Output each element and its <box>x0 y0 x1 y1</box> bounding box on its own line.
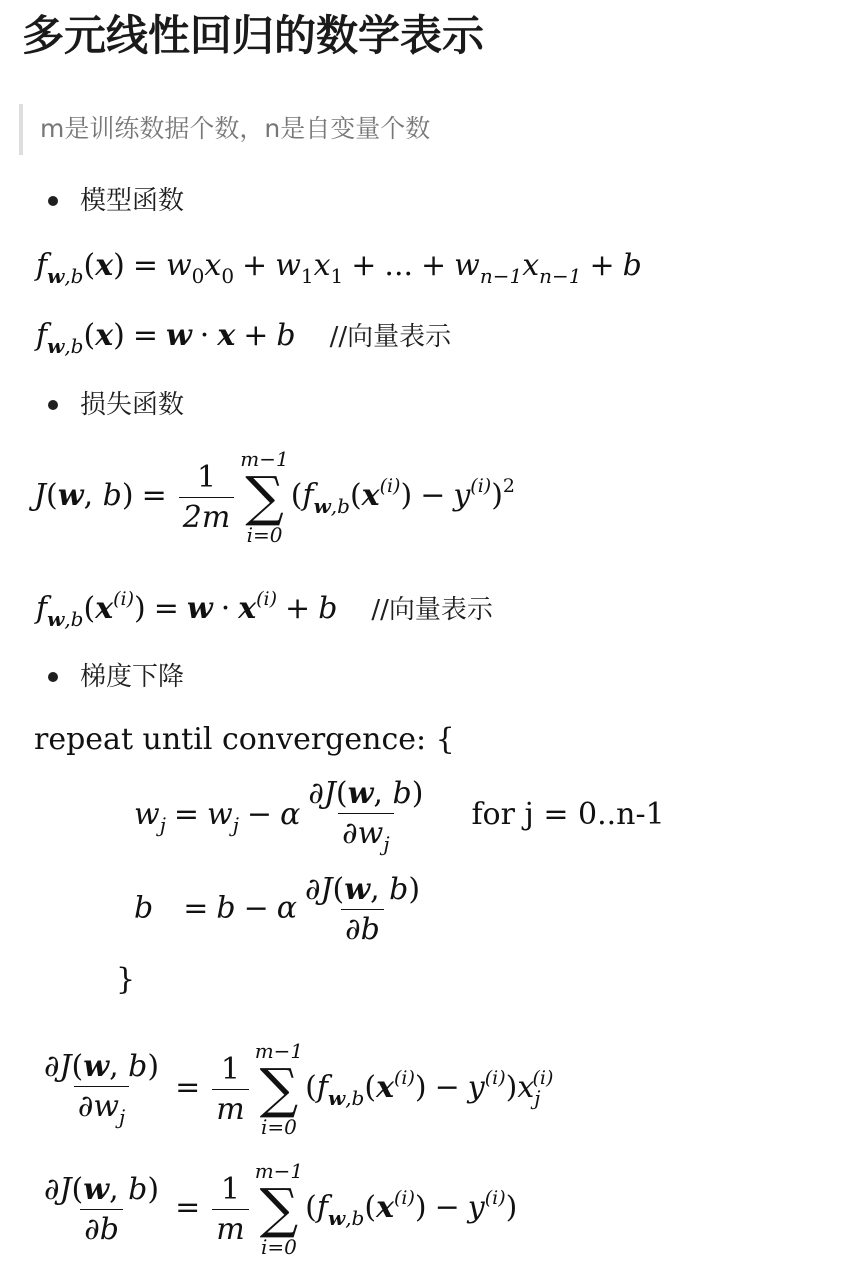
model-equation-vector: $f_{w,b}(x) = w \cdot x + b$ //向量表示 <box>36 318 452 358</box>
section-label-model: 模型函数 <box>80 186 185 216</box>
partial-b-equation: $\frac{\partial J(w, b)}{\partial b}$ = $\frac{1}{m}$ m−1 ∑ i=0 $(f_{w,b}(x^{(i)}) - y^{(i)})$ <box>36 1160 517 1258</box>
inverse-m-fraction: $\frac{1}{m}$ <box>212 1172 248 1247</box>
bullet-icon <box>48 400 58 410</box>
for-clause: for j = 0..n-1 <box>471 797 665 832</box>
gradient-fraction-b: $\frac{\partial J(w, b)}{\partial b}$ <box>304 872 421 947</box>
summation: m−1 ∑ i=0 <box>254 1159 304 1259</box>
partial-w-fraction: $\frac{\partial J(w, b)}{\partial w_j}$ <box>44 1049 160 1129</box>
model-equation-expanded: $f_{w,b}(x) = w_0x_0 + w_1x_1$ + ... + $w_{n-1}x_{n-1} + b$ <box>36 248 642 288</box>
vector-comment: //向量表示 <box>329 322 452 352</box>
loss-equation: J(w, b) = $\frac{1}{2m}$ m−1 ∑ i=0 $(f_{w,b}(x^{(i)}) - y^{(i)})^2$ <box>34 447 515 547</box>
gradient-fraction-w: $\frac{\partial J(w, b)}{\partial w_j}$ <box>308 776 424 856</box>
partial-b-fraction: $\frac{\partial J(w, b)}{\partial b}$ <box>44 1171 160 1247</box>
summation: m−1 ∑ i=0 <box>240 447 289 547</box>
blockquote-note: m是训练数据个数，n是自变量个数 <box>40 114 431 143</box>
vector-comment: //向量表示 <box>371 595 493 625</box>
closing-brace: } <box>116 962 136 997</box>
section-label-loss: 损失函数 <box>80 390 185 420</box>
loss-fraction: $\frac{1}{2m}$ <box>179 460 235 535</box>
bullet-icon <box>48 196 58 206</box>
repeat-line: repeat until convergence: { <box>34 722 455 757</box>
page-title: 多元线性回归的数学表示 <box>22 11 485 60</box>
partial-w-equation: $\frac{\partial J(w, b)}{\partial w_j}$ = $\frac{1}{m}$ m−1 ∑ i=0 $(f_{w,b}(x^{(i)}) - y^{(i)})x_j^{(i)}$ <box>36 1040 553 1138</box>
section-label-gd: 梯度下降 <box>80 662 185 692</box>
update-w-equation: $w_j = w_j - \alpha$ $\frac{\partial J(w, b)}{\partial w_j}$ for j = 0..n-1 <box>134 776 665 856</box>
blockquote-bar <box>19 104 23 155</box>
summation: m−1 ∑ i=0 <box>254 1039 304 1139</box>
inverse-m-fraction: $\frac{1}{m}$ <box>212 1052 248 1127</box>
bullet-icon <box>48 672 58 682</box>
update-b-equation: b = b − α $\frac{\partial J(w, b)}{\partial b}$ <box>134 872 428 947</box>
loss-model-equation: $f_{w,b}(x^{(i)}) = w \cdot x^{(i)} + b$ //向量表示 <box>36 588 493 631</box>
